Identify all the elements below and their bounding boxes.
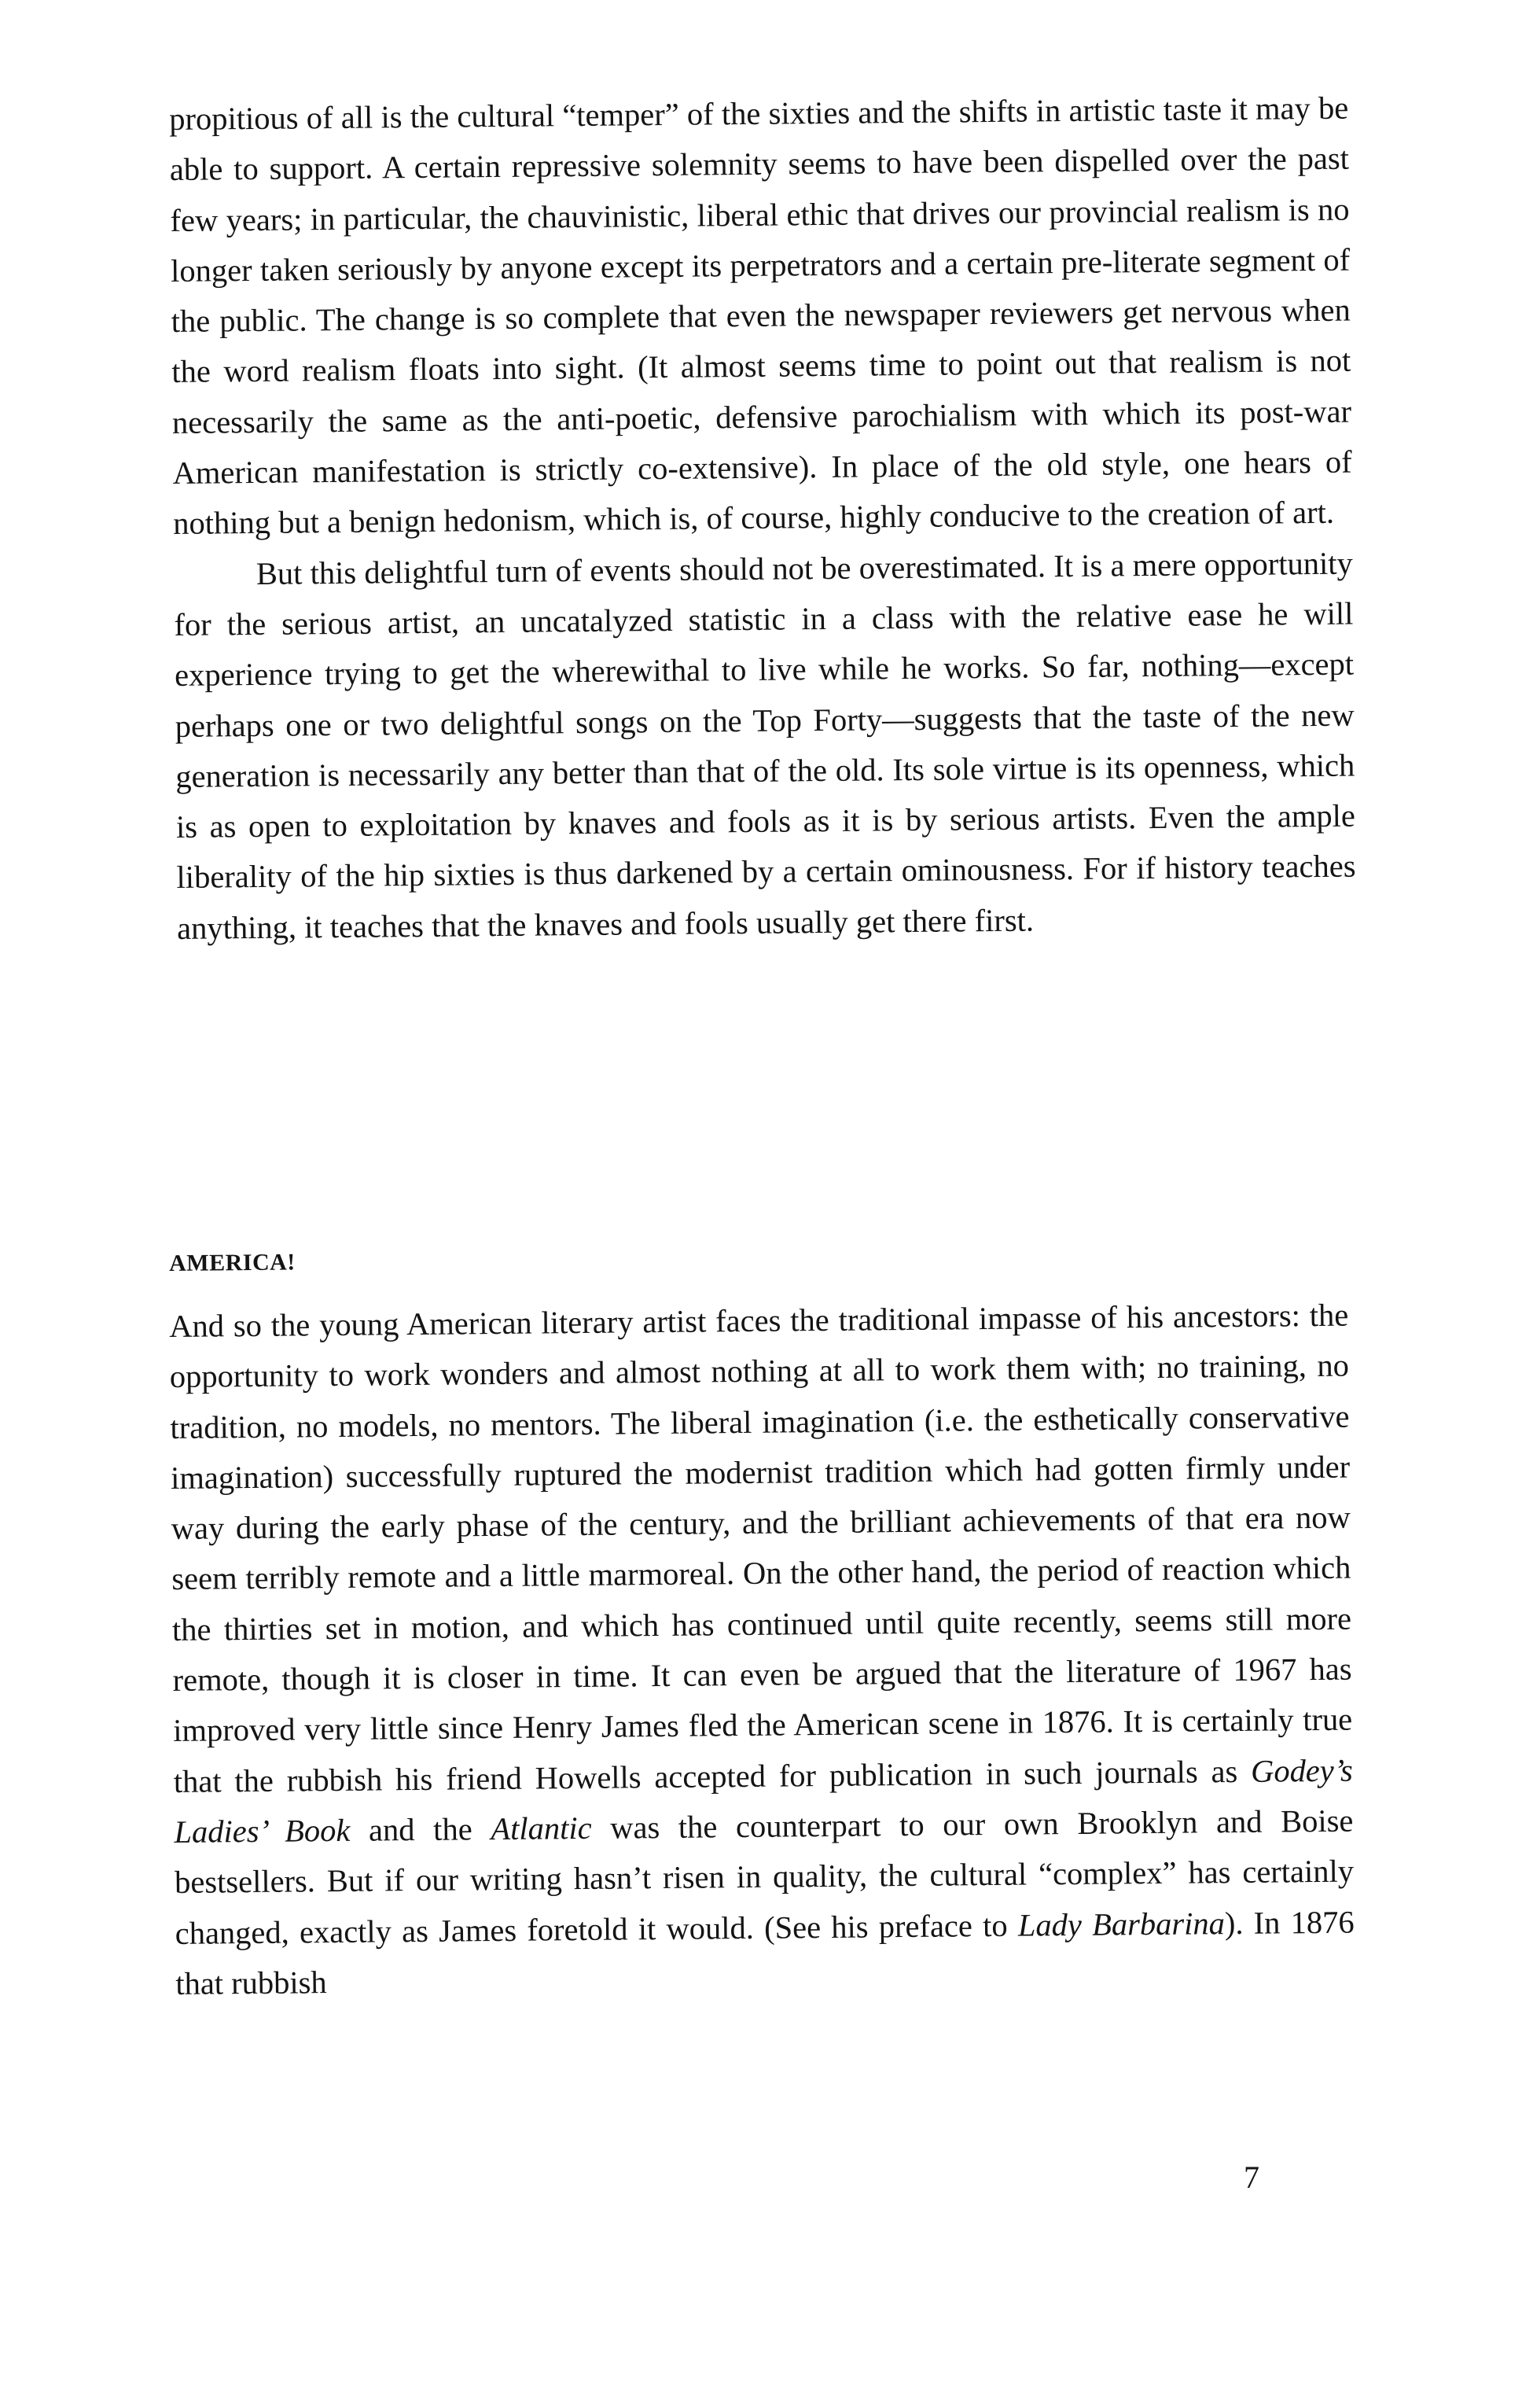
- paragraph-section-part3: was the counterpart to our own Brooklyn and Boise bestsellers. But if our writing hasn’t risen in quality, the cultural “complex” has certainly changed, exactly as James foretold it would. (See his preface to: [174, 1802, 1355, 1951]
- journal-title-atlantic: Atlantic: [491, 1810, 592, 1847]
- page-number: 7: [1244, 2159, 1259, 2195]
- body-text-bottom: [169, 1291, 1355, 2010]
- paragraph-second: But this delightful turn of events should not be overestimated. It is a mere opportunity for the serious artist, an uncatalyzed statistic in a class with the relative ease he will experience trying to get the wherewithal to live while he works. So far, nothing—except perhaps one or two delightful songs on the Top Forty—suggests that the taste of the new generation is necessarily any better than that of the old. Its sole virtue is its openness, which is as open to exploitation by knaves and fools as it is by serious artists. Even the ample liberality of the hip sixties is thus darkened by a certain ominousness. For if history teaches anything, it teaches that the knaves and fools usually get there first.: [174, 545, 1356, 946]
- paragraph-section: [169, 1291, 1355, 2010]
- paragraph-section-part1: And so the young American literary artist faces the traditional impasse of his ancestors: the opportunity to work wonders and almost nothing at all to work them with; no training, no tradition, no models, no mentors. The liberal imagination (i.e. the esthetically conservative imagination) successfully ruptured the modernist tradition which had gotten firmly under way during the early phase of the century, and the brilliant achievements of that era now seem terribly remote and a little marmoreal. On the other hand, the period of reaction which the thirties set in motion, and which has continued until quite recently, seems still more remote, though it is closer in time. It can even be argued that the literature of 1967 has improved very little since Henry James fled the American scene in 1876. It is certainly true that the rubbish his friend Howells accepted for publication in such journals as: [169, 1297, 1353, 1799]
- paragraph-section-part4: ). In 1876 that rubbish: [175, 1904, 1355, 2001]
- section-heading: AMERICA!: [169, 1249, 296, 1276]
- journal-title-godeys: Godey’s Ladies’ Book: [174, 1752, 1354, 1850]
- paragraph-section-part2: and the: [350, 1811, 491, 1848]
- paragraph-continued: propitious of all is the cultural “temper” of the sixties and the shifts in artistic taste it may be able to support. A certain repressive solemnity seems to have been dispelled over the past few years; in particular, the chauvinistic, liberal ethic that drives our provincial realism is no longer taken seriously by anyone except its perpetrators and a certain pre-literate segment of the public. The change is so complete that even the newspaper reviewers get nervous when the word realism floats into sight. (It almost seems time to point out that realism is not necessarily the same as the anti-poetic, defensive parochialism with which its post-war American manifestation is strictly co-extensive). In place of the old style, one hears of nothing but a benign hedonism, which is, of course, highly conducive to the creation of art.: [169, 90, 1352, 542]
- body-text-top: [169, 83, 1356, 954]
- book-title-lady-barbarina: Lady Barbarina: [1017, 1905, 1226, 1943]
